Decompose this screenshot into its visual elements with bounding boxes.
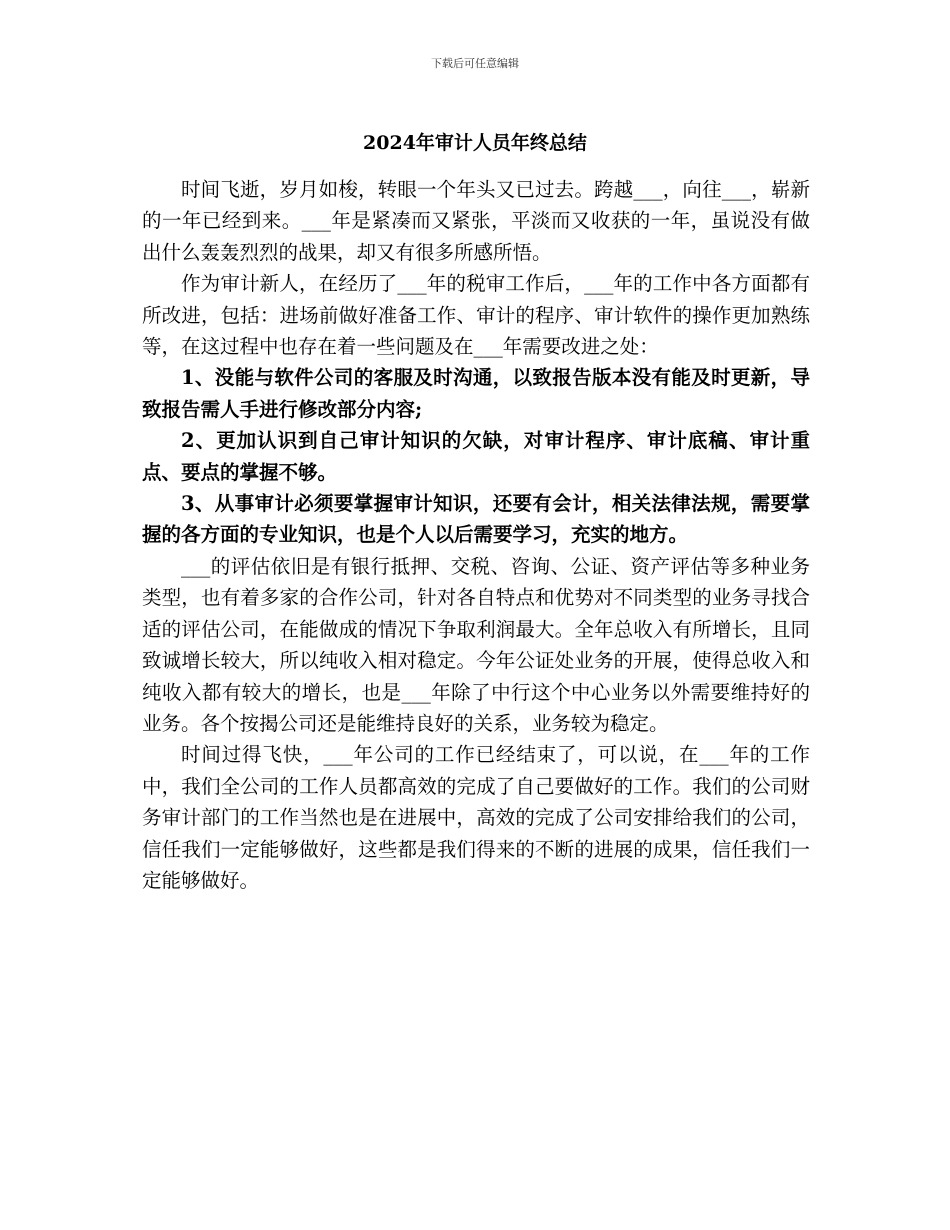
header-note: 下载后可任意编辑 bbox=[431, 57, 519, 70]
paragraph-issue-3: 3、从事审计必须要掌握审计知识，还要有会计，相关法律法规，需要掌握的各方面的专业知识，也是个人以后需要学习，充实的地方。 bbox=[142, 492, 810, 547]
paragraph-conclusion: 时间过得飞快，___年公司的工作已经结束了，可以说，在___年的工作中，我们全公司的工作人员都高效的完成了自己要做好的工作。我们的公司财务审计部门的工作当然也是在进展中，高效的完成了公司安排给我们的公司，信任我们一定能够做好，这些都是我们得来的不断的进展的成果，信任我们一定能够做好。 bbox=[142, 743, 810, 892]
paragraph-intro: 时间飞逝，岁月如梭，转眼一个年头又已过去。跨越___，向往___，崭新的一年已经到来。___年是紧凑而又紧张，平淡而又收获的一年，虽说没有做出什么轰轰烈烈的战果，却又有很多所感所悟。 bbox=[142, 178, 810, 264]
paragraph-issue-1: 1、没能与软件公司的客服及时沟通，以致报告版本没有能及时更新，导致报告需人手进行修改部分内容; bbox=[142, 366, 810, 421]
paragraph-issue-2: 2、更加认识到自己审计知识的欠缺，对审计程序、审计底稿、审计重点、要点的掌握不够。 bbox=[142, 429, 810, 484]
paragraph-progress: 作为审计新人，在经历了___年的税审工作后，___年的工作中各方面都有所改进，包括：进场前做好准备工作、审计的程序、审计软件的操作更加熟练等，在这过程中也存在着一些问题及在___年需要改进之处： bbox=[142, 272, 810, 359]
paragraph-business: ___的评估依旧是有银行抵押、交税、咨询、公证、资产评估等多种业务类型，也有着多家的合作公司，针对各自特点和优势对不同类型的业务寻找合适的评估公司，在能做成的情况下争取利润最大。全年总收入有所增长，且同致诚增长较大，所以纯收入相对稳定。今年公证处业务的开展，使得总收入和纯收入都有较大的增长，也是___年除了中行这个中心业务以外需要维持好的业务。各个按揭公司还是能维持良好的关系，业务较为稳定。 bbox=[142, 554, 810, 735]
document-body bbox=[142, 174, 810, 896]
document-title: 2024年审计人员年终总结 bbox=[363, 132, 587, 154]
